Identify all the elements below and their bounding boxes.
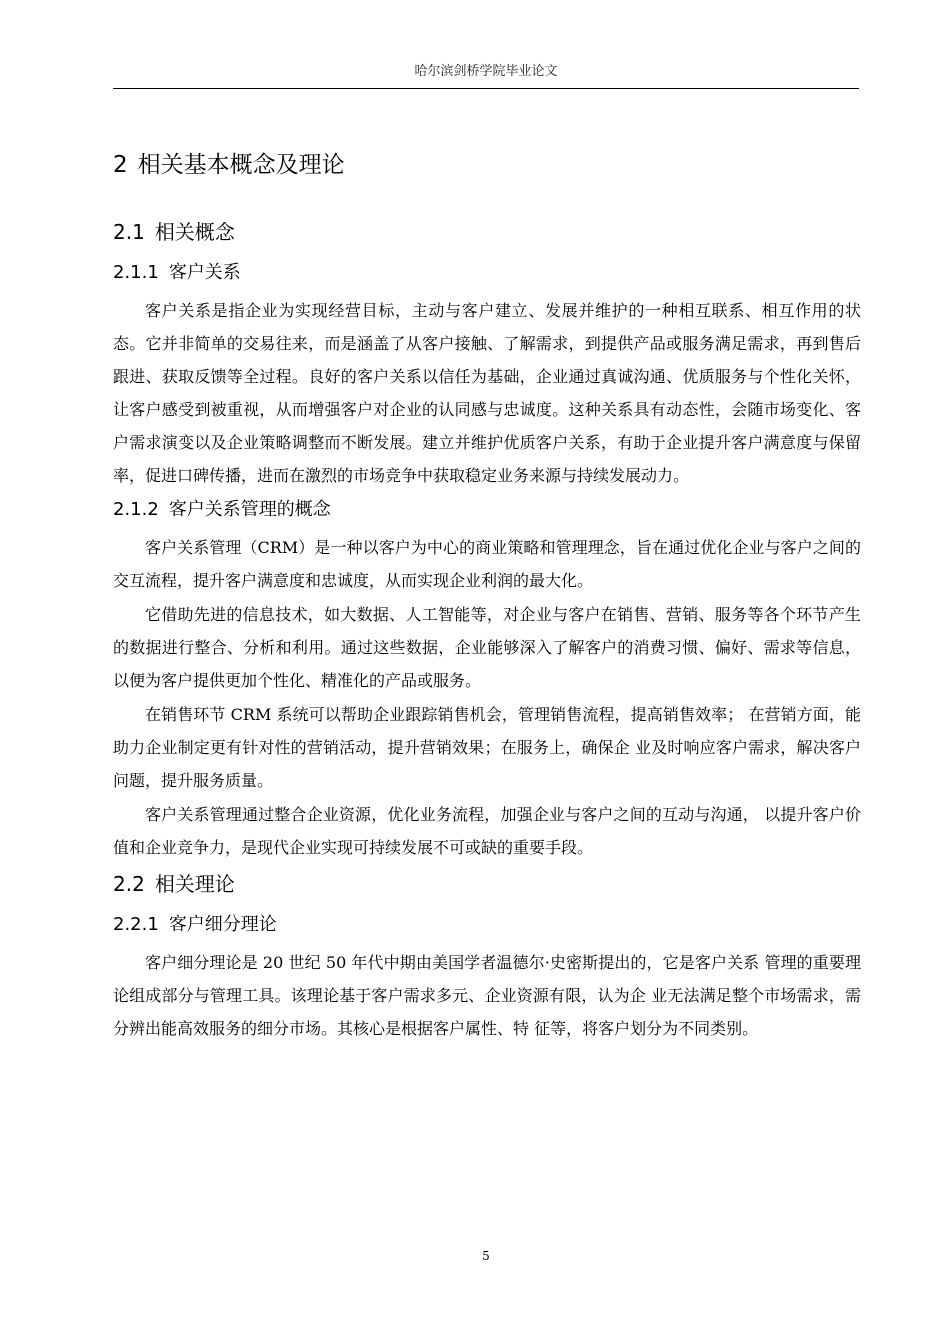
paragraph: 它借助先进的信息技术，如大数据、人工智能等，对企业与客户在销售、营销、服务等各个环节产生的数据进行整合、分析和利用。通过这些数据，企业能够深入了解客户的消费习惯、偏好、需求等信息，以便为客户提供更加个性化、精准化的产品或服务。: [113, 605, 861, 690]
subsection-title: 客户关系: [168, 262, 241, 283]
section-title: 相关概念: [154, 220, 235, 244]
page-body: [113, 140, 861, 1046]
section-title: 相关理论: [154, 872, 235, 896]
section-heading-2-1: [113, 213, 861, 251]
subsection-number: 2.1.2: [113, 499, 159, 520]
section-number: 2.1: [113, 220, 145, 244]
chapter-title: 相关基本概念及理论: [137, 152, 345, 178]
section-number: 2.2: [113, 872, 145, 896]
paragraph: 客户关系是指企业为实现经营目标，主动与客户建立、发展并维护的一种相互联系、相互作用的状态。它并非简单的交易往来，而是涵盖了从客户接触、了解需求，到提供产品或服务满足需求，再到售后跟进、获取反馈等全过程。良好的客户关系以信任为基础，企业通过真诚沟通、优质服务与个性化关怀，让客户感受到被重视，从而增强客户对企业的认同感与忠诚度。这种关系具有动态性，会随市场变化、客户需求演变以及企业策略调整而不断发展。建立并维护优质客户关系，有助于企业提升客户满意度与保留率，促进口碑传播，进而在激烈的市场竞争中获取稳定业务来源与持续发展动力。: [113, 301, 861, 485]
header-divider: [113, 88, 859, 89]
subsection-heading-2-1-1: [113, 256, 861, 290]
paragraph: 客户细分理论是 20 世纪 50 年代中期由美国学者温德尔·史密斯提出的，它是客户关系 管理的重要理论组成部分与管理工具。该理论基于客户需求多元、企业资源有限，认为企 业无法满足整个市场需求，需分辨出能高效服务的细分市场。其核心是根据客户属性、特 征等，将客户划分为不同类别。: [113, 953, 861, 1038]
subsection-heading-2-2-1: [113, 908, 861, 942]
subsection-title: 客户细分理论: [168, 914, 277, 935]
section-heading-2-2: [113, 865, 861, 903]
subsection-title: 客户关系管理的概念: [168, 499, 331, 520]
running-header: 哈尔滨剑桥学院毕业论文: [414, 64, 558, 79]
paragraph: 客户关系管理通过整合企业资源，优化业务流程，加强企业与客户之间的互动与沟通， 以提升客户价值和企业竞争力，是现代企业实现可持续发展不可或缺的重要手段。: [113, 805, 861, 857]
chapter-heading: [113, 140, 861, 190]
chapter-number: 2: [113, 152, 128, 178]
paragraph: 在销售环节 CRM 系统可以帮助企业跟踪销售机会，管理销售流程，提高销售效率； 在营销方面，能助力企业制定更有针对性的营销活动，提升营销效果；在服务上，确保企 业及时响应客户需求，解决客户问题，提升服务质量。: [113, 705, 861, 790]
page-number: 5: [482, 1249, 490, 1263]
paragraph: 客户关系管理（CRM）是一种以客户为中心的商业策略和管理理念，旨在通过优化企业与客户之间的交互流程，提升客户满意度和忠诚度，从而实现企业利润的最大化。: [113, 538, 861, 590]
subsection-heading-2-1-2: [113, 493, 861, 527]
subsection-number: 2.1.1: [113, 262, 159, 283]
subsection-number: 2.2.1: [113, 914, 159, 935]
